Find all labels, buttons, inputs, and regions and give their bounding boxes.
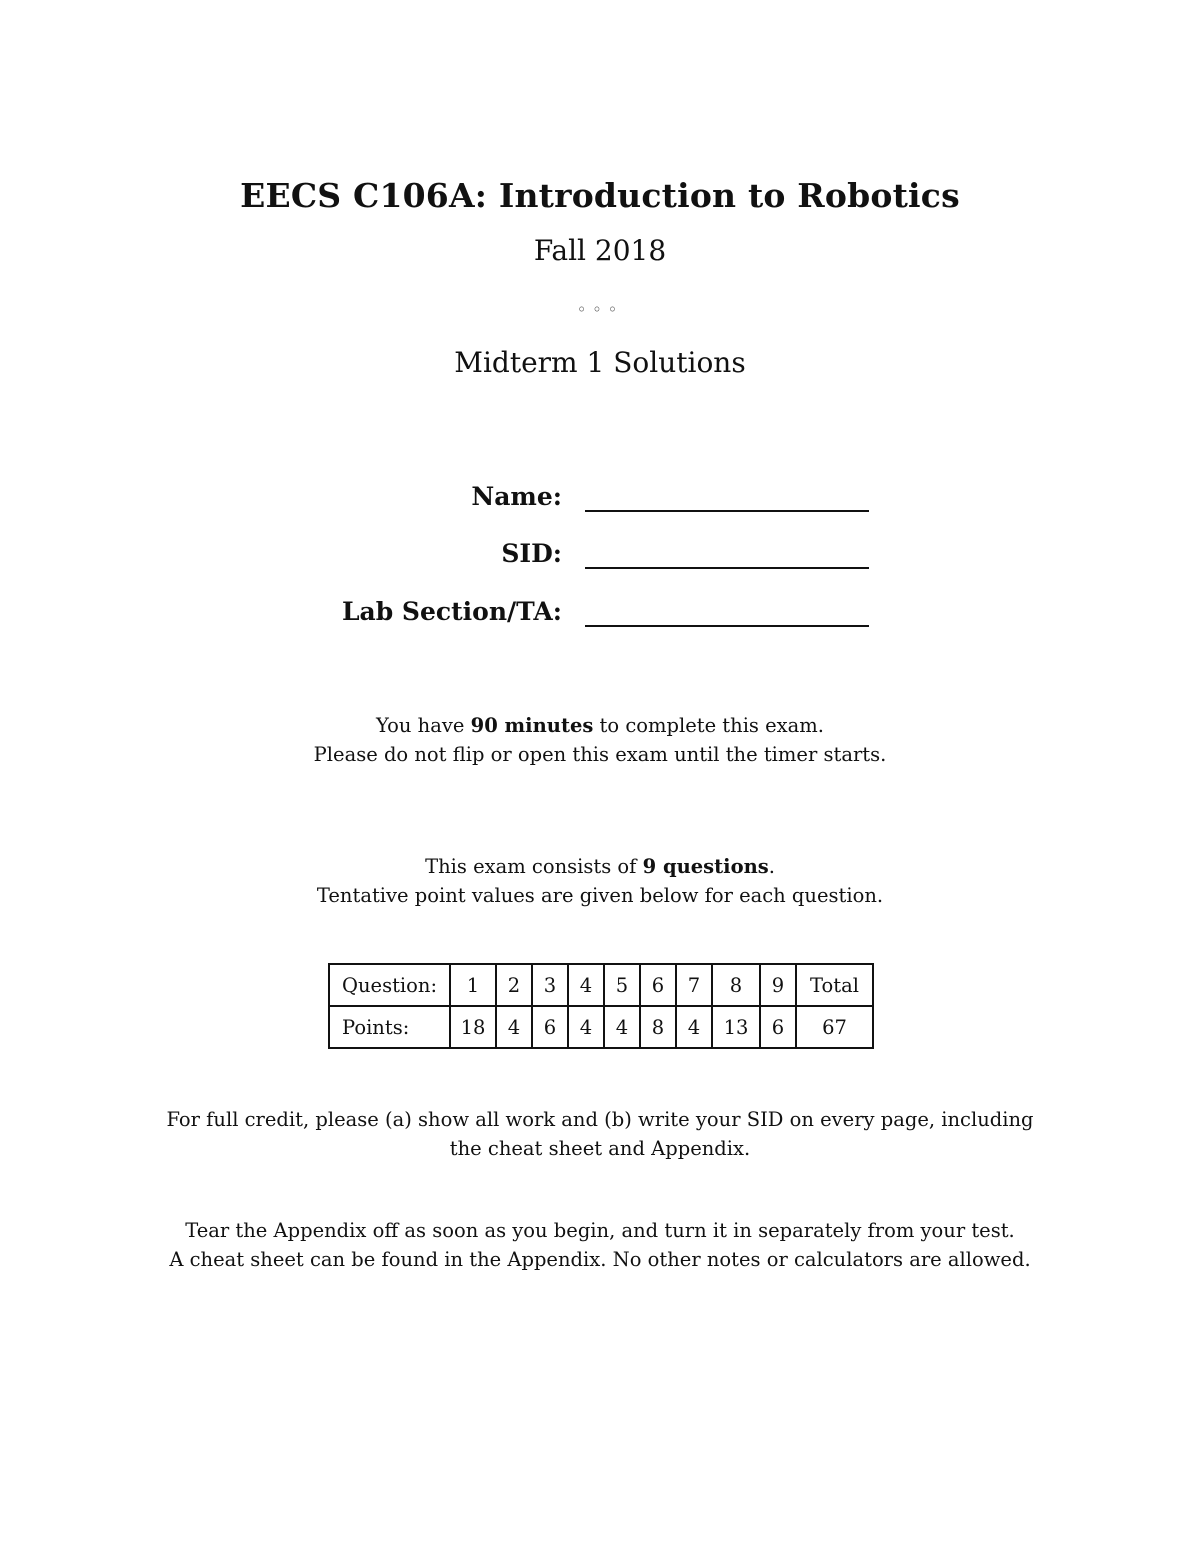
sid-field-row [0,539,1200,579]
course-title: EECS C106A: Introduction to Robotics [240,176,960,215]
question-cell: 7 [676,964,712,1006]
name-label: Name: [471,482,562,511]
time-line-1-bold: 90 minutes [470,714,594,737]
points-row [329,1006,873,1048]
name-blank-line[interactable] [585,510,869,512]
question-header-cell: Question: [329,964,450,1006]
points-header-cell: Points: [329,1006,450,1048]
sid-blank-line[interactable] [585,567,869,569]
points-table [328,963,874,1049]
question-cell: 6 [640,964,676,1006]
exam-title: Midterm 1 Solutions [454,346,746,379]
appendix-instructions [0,1216,1200,1274]
question-cell: 4 [568,964,604,1006]
name-field-row [0,482,1200,522]
time-line-2: Please do not flip or open this exam until the timer starts. [313,743,887,766]
time-line-1-pre: You have [376,714,471,737]
points-cell: 6 [760,1006,796,1048]
points-cell: 4 [568,1006,604,1048]
exam-term: Fall 2018 [533,234,667,267]
ornament-divider: ◦◦◦ [576,300,624,319]
credit-line-2: the cheat sheet and Appendix. [449,1137,751,1160]
points-cell: 4 [676,1006,712,1048]
questions-instructions [0,852,1200,910]
appendix-line-1: Tear the Appendix off as soon as you begin, and turn it in separately from your test. [185,1219,1015,1242]
questions-line-1 [0,852,1200,881]
points-total-cell: 67 [796,1006,873,1048]
lab-section-field-row [0,597,1200,637]
question-cell: 1 [450,964,496,1006]
points-cell: 18 [450,1006,496,1048]
question-cell: 3 [532,964,568,1006]
credit-instructions [0,1105,1200,1163]
points-cell: 13 [712,1006,760,1048]
question-cell: 8 [712,964,760,1006]
questions-line-1-pre: This exam consists of [425,855,643,878]
questions-line-1-bold: 9 questions [642,855,769,878]
appendix-line-2: A cheat sheet can be found in the Appendix. No other notes or calculators are allowed. [169,1248,1031,1271]
lab-section-blank-line[interactable] [585,625,869,627]
question-row [329,964,873,1006]
question-total-cell: Total [796,964,873,1006]
questions-line-2: Tentative point values are given below for each question. [316,884,884,907]
question-cell: 2 [496,964,532,1006]
question-cell: 5 [604,964,640,1006]
points-cell: 6 [532,1006,568,1048]
time-instructions [0,711,1200,769]
points-cell: 4 [496,1006,532,1048]
lab-section-label: Lab Section/TA: [341,597,562,626]
questions-line-1-post: . [768,855,775,878]
points-cell: 8 [640,1006,676,1048]
credit-line-1: For full credit, please (a) show all work and (b) write your SID on every page, including [166,1108,1034,1131]
question-cell: 9 [760,964,796,1006]
time-line-1 [0,711,1200,740]
time-line-1-post: to complete this exam. [593,714,824,737]
sid-label: SID: [501,539,562,568]
points-cell: 4 [604,1006,640,1048]
